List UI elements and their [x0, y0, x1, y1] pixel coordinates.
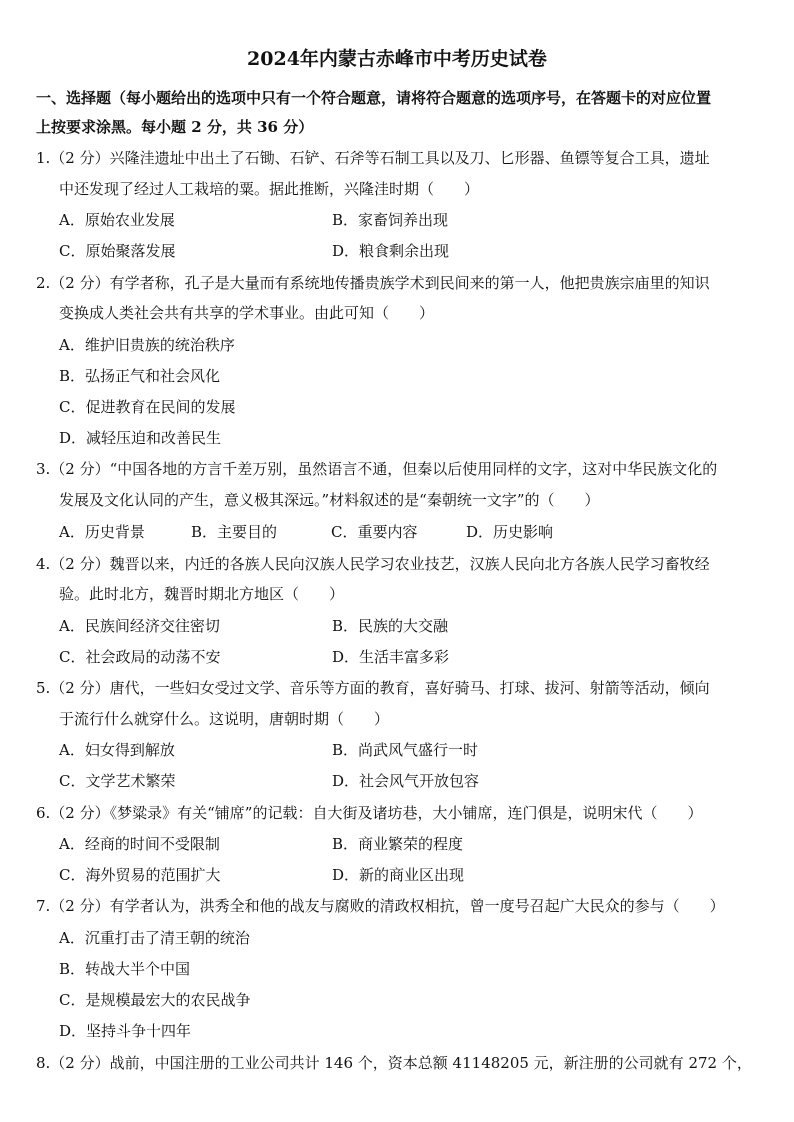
q4-option-a[interactable]: A．民族间经济交往密切	[59, 617, 220, 635]
q5-stem-line-1: 5.（2 分）唐代，一些妇女受过文学、音乐等方面的教育，喜好骑马、打球、拔河、射箭等活动，倾向	[36, 679, 710, 697]
q5-option-d[interactable]: D．社会风气开放包容	[332, 772, 480, 790]
q3-option-a[interactable]: A．历史背景	[59, 523, 145, 541]
q3-stem-line-1: 3.（2 分）“中国各地的方言千差万别，虽然语言不通，但秦以后使用同样的文字，这对中华民族文化的	[36, 460, 718, 478]
q6-option-a[interactable]: A．经商的时间不受限制	[59, 835, 220, 853]
q1-stem-line-1: 1.（2 分）兴隆洼遗址中出土了石锄、石铲、石斧等石制工具以及刀、匕形器、鱼镖等复合工具，遗址	[36, 149, 710, 167]
q3-option-b[interactable]: B．主要目的	[191, 523, 278, 541]
q4-stem-line-1: 4.（2 分）魏晋以来，内迁的各族人民向汉族人民学习农业技艺，汉族人民向北方各族人民学习畜牧经	[36, 555, 710, 573]
q3-option-c[interactable]: C．重要内容	[331, 523, 418, 541]
q4-option-c[interactable]: C．社会政局的动荡不安	[59, 648, 221, 666]
q7-option-a[interactable]: A．沉重打击了清王朝的统治	[59, 929, 250, 947]
q2-option-a[interactable]: A．维护旧贵族的统治秩序	[59, 336, 235, 354]
q1-option-c[interactable]: C．原始聚落发展	[59, 242, 176, 260]
q1-option-d[interactable]: D．粮食剩余出现	[332, 242, 450, 260]
q1-stem-line-2: 中还发现了经过人工栽培的粟。据此推断，兴隆洼时期（ ）	[59, 180, 480, 198]
q3-stem-line-2: 发展及文化认同的产生，意义极其深远。”材料叙述的是“秦朝统一文字”的（ ）	[59, 491, 600, 509]
section-heading-line-2: 上按要求涂黑。每小题 2 分，共 36 分）	[36, 118, 314, 136]
q2-stem-line-2: 变换成人类社会共有共享的学术事业。由此可知（ ）	[59, 304, 435, 322]
q5-option-c[interactable]: C．文学艺术繁荣	[59, 772, 176, 790]
q2-option-d[interactable]: D．减轻压迫和改善民生	[59, 429, 222, 447]
q6-option-d[interactable]: D．新的商业区出现	[332, 866, 465, 884]
q3-option-d[interactable]: D．历史影响	[466, 523, 554, 541]
q6-stem-line-1: 6.（2 分）《梦粱录》有关“铺席”的记载：自大街及诸坊巷，大小铺席，连门俱是，说明宋代（ ）	[36, 804, 703, 822]
q7-option-b[interactable]: B．转战大半个中国	[59, 960, 191, 978]
q6-option-b[interactable]: B．商业繁荣的程度	[332, 835, 464, 853]
q5-option-a[interactable]: A．妇女得到解放	[59, 741, 175, 759]
q2-option-b[interactable]: B．弘扬正气和社会风化	[59, 367, 221, 385]
section-heading	[36, 84, 760, 142]
section-heading-line-1: 一、选择题（每小题给出的选项中只有一个符合题意，请将符合题意的选项序号，在答题卡的对应位置	[36, 89, 712, 107]
q8-stem-line-1: 8.（2 分）战前，中国注册的工业公司共计 146 个，资本总额 41148205 元，新注册的公司就有 272 个，	[36, 1054, 752, 1072]
q5-stem-line-2: 于流行什么就穿什么。这说明，唐朝时期（ ）	[59, 710, 390, 728]
q7-option-c[interactable]: C．是规模最宏大的农民战争	[59, 991, 251, 1009]
q6-option-c[interactable]: C．海外贸易的范围扩大	[59, 866, 221, 884]
q4-stem-line-2: 验。此时北方，魏晋时期北方地区（ ）	[59, 585, 345, 603]
q2-stem-line-1: 2.（2 分）有学者称，孔子是大量而有系统地传播贵族学术到民间来的第一人，他把贵族宗庙里的知识	[36, 274, 710, 292]
q2-option-c[interactable]: C．促进教育在民间的发展	[59, 398, 236, 416]
q7-stem-line-1: 7.（2 分）有学者认为，洪秀全和他的战友与腐败的清政权相抗，曾一度号召起广大民众的参与（ ）	[36, 897, 725, 915]
q4-option-d[interactable]: D．生活丰富多彩	[332, 648, 450, 666]
q1-option-a[interactable]: A．原始农业发展	[59, 211, 175, 229]
page-title: 2024年内蒙古赤峰市中考历史试卷	[247, 48, 547, 70]
q7-option-d[interactable]: D．坚持斗争十四年	[59, 1022, 192, 1040]
q4-option-b[interactable]: B．民族的大交融	[332, 617, 449, 635]
q1-option-b[interactable]: B．家畜饲养出现	[332, 211, 449, 229]
q5-option-b[interactable]: B．尚武风气盛行一时	[332, 741, 479, 759]
